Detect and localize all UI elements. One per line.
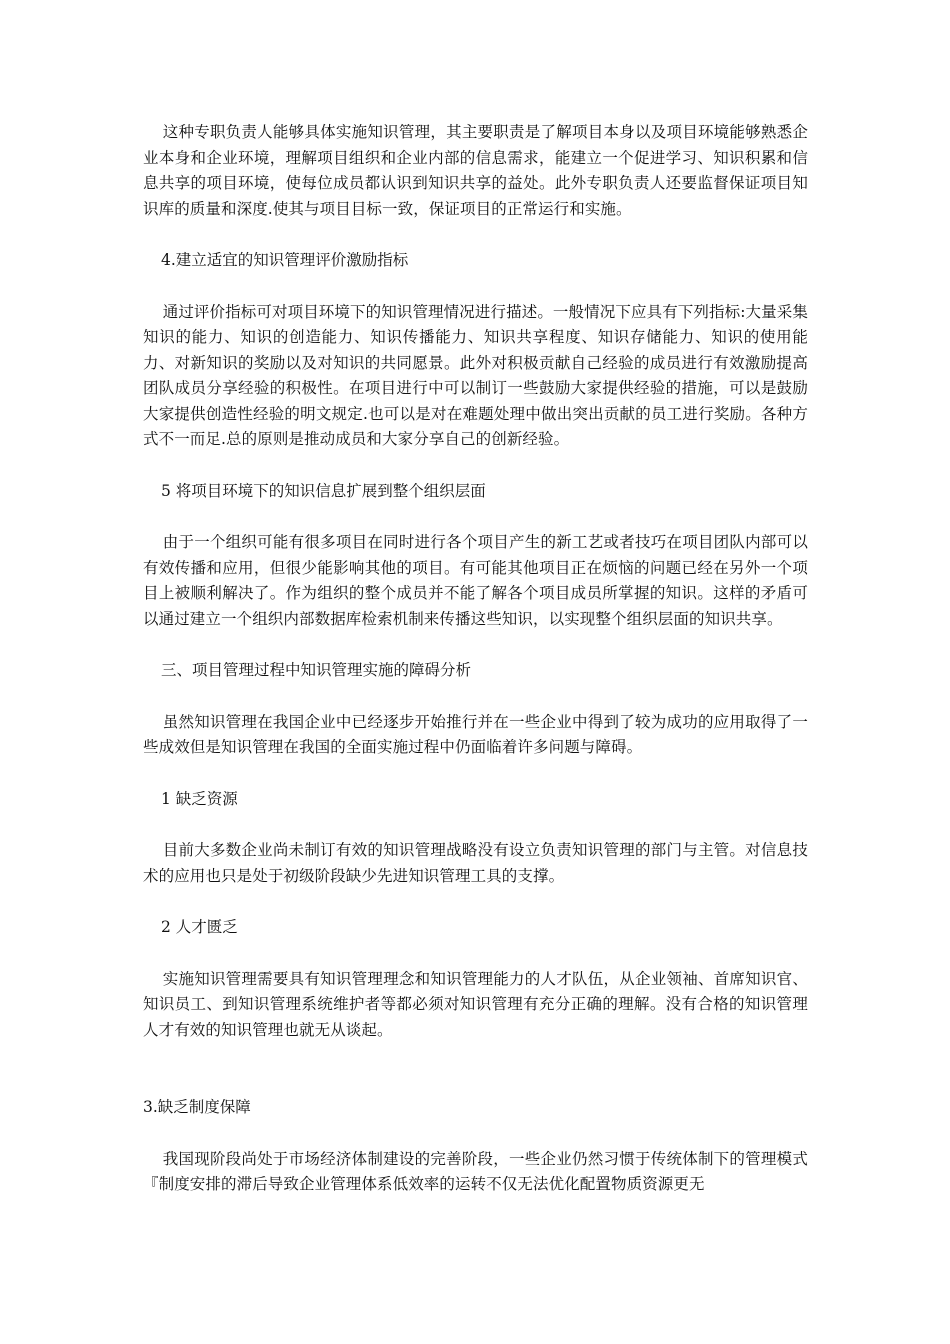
paragraph-lack-resources: 目前大多数企业尚未制订有效的知识管理战略没有设立负责知识管理的部门与主管。对信息技术的应用也只是处于初级阶段缺少先进知识管理工具的支撑。 bbox=[143, 841, 808, 885]
heading-org-expansion: 5 将项目环境下的知识信息扩展到整个组织层面 bbox=[161, 481, 486, 500]
heading-evaluation-indicators: 4.建立适宜的知识管理评价激励指标 bbox=[161, 251, 409, 269]
heading-lack-resources: 1 缺乏资源 bbox=[161, 789, 238, 808]
paragraph-obstacles: 虽然知识管理在我国企业中已经逐步开始推行并在一些企业中得到了较为成功的应用取得了一些成效但是知识管理在我国的全面实施过程中仍面临着许多问题与障碍。 bbox=[143, 712, 808, 756]
paragraph-talent-shortage: 实施知识管理需要具有知识管理理念和知识管理能力的人才队伍，从企业领袖、首席知识官、知识员工、到知识管理系统维护者等都必须对知识管理有充分正确的理解。没有合格的知识管理人才有效的知识管理也就无从谈起。 bbox=[143, 969, 808, 1039]
paragraph-lack-institution: 我国现阶段尚处于市场经济体制建设的完善阶段，一些企业仍然习惯于传统体制下的管理模式『制度安排的滞后导致企业管理体系低效率的运转不仅无法优化配置物质资源更无 bbox=[143, 1149, 808, 1193]
heading-lack-institution: 3.缺乏制度保障 bbox=[143, 1098, 251, 1116]
heading-talent-shortage: 2 人才匮乏 bbox=[161, 918, 238, 936]
paragraph-evaluation: 通过评价指标可对项目环境下的知识管理情况进行描述。一般情况下应具有下列指标:大量采集知识的能力、知识的创造能力、知识传播能力、知识共享程度、知识存储能力、知识的使用能力、对新知识的奖励以及对知识的共同愿景。此外对积极贡献自己经验的成员进行有效激励提高团队成员分享经验的积极性。在项目进行中可以制订一些鼓励大家提供经验的措施，可以是鼓励大家提供创造性经验的明文规定.也可以是对在难题处理中做出突出贡献的员工进行奖励。各种方式不一而足.总的原则是推动成员和大家分享自己的创新经验。 bbox=[143, 302, 808, 448]
paragraph-responsibility: 这种专职负责人能够具体实施知识管理，其主要职责是了解项目本身以及项目环境能够熟悉企业本身和企业环境，理解项目组织和企业内部的信息需求，能建立一个促进学习、知识积累和信息共享的项目环境，使每位成员都认识到知识共享的益处。此外专职负责人还要监督保证项目知识库的质量和深度.使其与项目目标一致，保证项目的正常运行和实施。 bbox=[143, 123, 808, 218]
paragraph-org-expansion: 由于一个组织可能有很多项目在同时进行各个项目产生的新工艺或者技巧在项目团队内部可以有效传播和应用，但很少能影响其他的项目。有可能其他项目正在烦恼的问题已经在另外一个项目上被顺利解决了。作为组织的整个成员并不能了解各个项目成员所掌握的知识。这样的矛盾可以通过建立一个组织内部数据库检索机制来传播这些知识，以实现整个组织层面的知识共享。 bbox=[143, 533, 808, 628]
heading-obstacles: 三、项目管理过程中知识管理实施的障碍分析 bbox=[161, 661, 472, 679]
document-page bbox=[143, 120, 808, 1198]
